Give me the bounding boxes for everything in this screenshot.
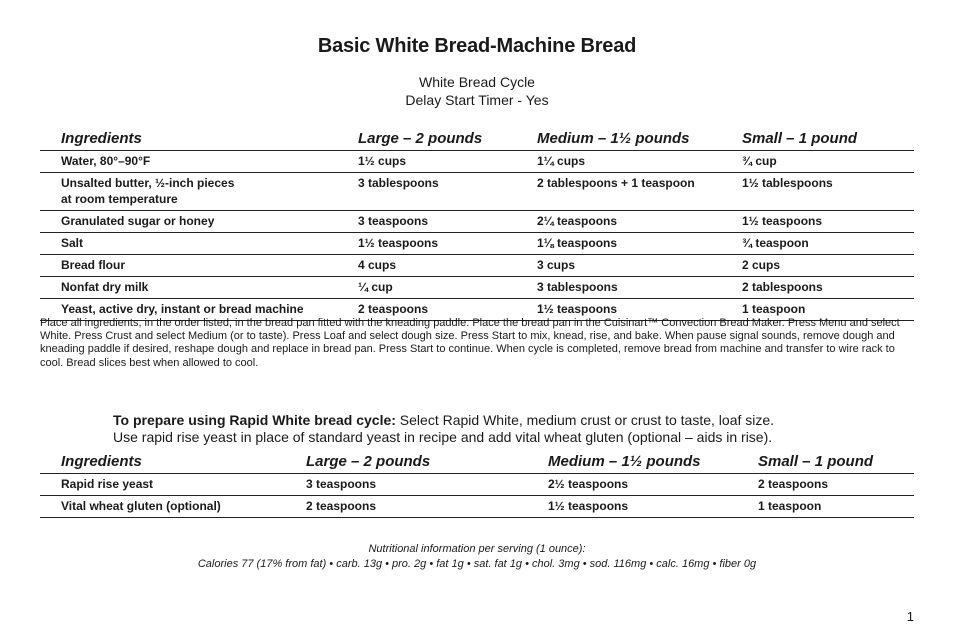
header-ingredients: Ingredients (40, 126, 358, 151)
rapid-cycle-label: To prepare using Rapid White bread cycle: (113, 412, 396, 428)
header-small: Small – 1 pound (742, 126, 914, 151)
nutrition-heading: Nutritional information per serving (1 ounce): (368, 543, 586, 555)
instructions-paragraph: Place all ingredients, in the order listed, in the bread pan fitted with the kneading paddle. Place the bread pan in the Cuisinart™ Convection Bread Maker. Press Menu and select White. Press Crust and select Medium (or to taste). Press Loaf and select dough size. Press Start to mix, knead, rise, and bake. When pause signal sounds, remove dough and kneading paddle if desired, reshape dough and replace in bread pan. Press Start to continue. When cycle is completed, remove bread from machine and transfer to wire rack to cool. Bread slices best when allowed to cool. (40, 317, 900, 369)
amount-small: 1½ tablespoons (742, 173, 914, 211)
header-medium: Medium – 1½ pounds (537, 126, 742, 151)
ingredient-name: Bread flour (40, 255, 358, 277)
table-row (40, 151, 914, 173)
delay-timer-subtitle: Delay Start Timer - Yes (405, 92, 549, 108)
amount-medium: 3 cups (537, 255, 742, 277)
amount-small: 1½ teaspoons (742, 211, 914, 233)
amount-large: ¼ cup (358, 277, 537, 299)
ingredient-name: Rapid rise yeast (40, 474, 306, 496)
table-header-row (40, 449, 914, 474)
header-large: Large – 2 pounds (306, 449, 548, 474)
ingredient-name: Nonfat dry milk (40, 277, 358, 299)
ingredient-name: Unsalted butter, ½-inch pieces at room temperature (40, 173, 358, 211)
rapid-cycle-note (113, 412, 913, 446)
amount-large: 1½ teaspoons (358, 233, 537, 255)
amount-small: ¾ cup (742, 151, 914, 173)
amount-medium: 2¼ teaspoons (537, 211, 742, 233)
rapid-cycle-text-1: Select Rapid White, medium crust or crust to taste, loaf size. (395, 412, 775, 428)
amount-small: 2 teaspoons (758, 474, 914, 496)
recipe-title: Basic White Bread-Machine Bread (317, 35, 637, 57)
ingredient-name: Water, 80°–90°F (40, 151, 358, 173)
amount-small: 2 cups (742, 255, 914, 277)
header-medium: Medium – 1½ pounds (548, 449, 758, 474)
table-row (40, 277, 914, 299)
amount-large: 3 teaspoons (358, 211, 537, 233)
page-number: 1 (906, 609, 914, 624)
rapid-cycle-text-2: Use rapid rise yeast in place of standard yeast in recipe and add vital wheat gluten (optional – aids in rise). (113, 429, 773, 445)
table-row (40, 474, 914, 496)
header-ingredients: Ingredients (40, 449, 306, 474)
ingredient-name: Salt (40, 233, 358, 255)
amount-small: 2 tablespoons (742, 277, 914, 299)
ingredients-table (40, 126, 914, 321)
table-header-row (40, 126, 914, 151)
table-row (40, 173, 914, 211)
amount-small: ¾ teaspoon (742, 233, 914, 255)
ingredient-name: Yeast, active dry, instant or bread machine (40, 299, 358, 321)
nutrition-values: Calories 77 (17% from fat) • carb. 13g • pro. 2g • fat 1g • sat. fat 1g • chol. 3mg • sod. 116mg • calc. 16mg • fiber 0g (197, 558, 757, 570)
amount-medium: 1¼ cups (537, 151, 742, 173)
ingredient-name: Granulated sugar or honey (40, 211, 358, 233)
ingredient-name: Vital wheat gluten (optional) (40, 496, 306, 518)
table-row (40, 255, 914, 277)
amount-large: 1½ cups (358, 151, 537, 173)
amount-medium: 1½ teaspoons (548, 496, 758, 518)
amount-large: 2 teaspoons (358, 299, 537, 321)
amount-large: 3 tablespoons (358, 173, 537, 211)
amount-large: 2 teaspoons (306, 496, 548, 518)
amount-large: 4 cups (358, 255, 537, 277)
table-row (40, 496, 914, 518)
amount-medium: 1½ teaspoons (537, 299, 742, 321)
table-row (40, 233, 914, 255)
amount-medium: 2½ teaspoons (548, 474, 758, 496)
rapid-ingredients-table (40, 449, 914, 518)
amount-large: 3 teaspoons (306, 474, 548, 496)
amount-small: 1 teaspoon (758, 496, 914, 518)
amount-medium: 2 tablespoons + 1 teaspoon (537, 173, 742, 211)
table-row (40, 211, 914, 233)
bread-cycle-subtitle: White Bread Cycle (419, 74, 535, 90)
amount-medium: 3 tablespoons (537, 277, 742, 299)
amount-small: 1 teaspoon (742, 299, 914, 321)
header-small: Small – 1 pound (758, 449, 914, 474)
header-large: Large – 2 pounds (358, 126, 537, 151)
amount-medium: 1⅛ teaspoons (537, 233, 742, 255)
